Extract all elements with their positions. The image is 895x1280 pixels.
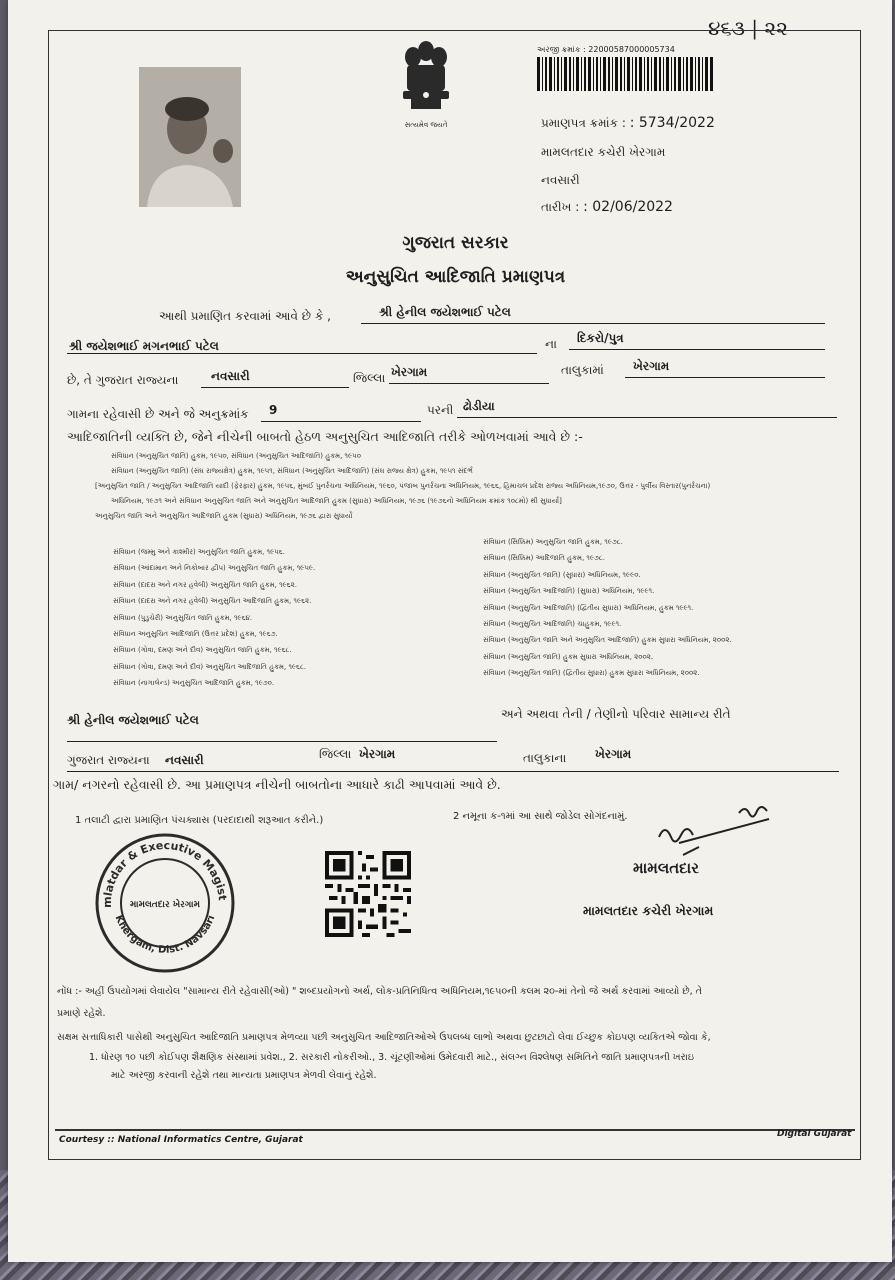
note-line: માટે અરજી કરવાની રહેશે તથા માન્યતા પ્રમાણપત્ર મેળવી લેવાનું રહેશે. [111, 1070, 377, 1081]
residence-family-text: અને અથવા તેની / તેણીનો પરિવાર સામાન્ય રીતે [501, 707, 731, 721]
recognized-text: આદિજાતિની વ્યક્તિ છે, જેને નીચેની બાબતો હેઠળ અનુસુચિત આદિજાતિ તરીકે ઓળખવામાં આવે છે :- [67, 429, 583, 444]
national-emblem [391, 37, 461, 130]
seal-inner-text: મામલતદાર ખેરગામ [130, 900, 200, 910]
barcode-caption: અરજી ક્રમાંક : 22000587000005734 [537, 45, 675, 54]
certificate-number-value: : 5734/2022 [629, 115, 715, 131]
issuing-district: નવસારી [541, 173, 580, 187]
residence-state-prefix: ગુજરાત રાજ્યના [67, 753, 150, 767]
signature-icon [639, 803, 819, 863]
fine-print-left-item: સંવિધાન (જમ્મુ અને કાશ્મીર) અનુસુચિત જાતિ હુકમ, ૧૯૫૬. [113, 548, 285, 556]
fine-print-right-column [483, 537, 853, 685]
note-list [89, 1049, 849, 1085]
residence-jilla-value: ખેરગામ [359, 747, 396, 761]
residence-taluka-label: તાલુકાના [523, 751, 567, 765]
taluka-suffix: તાલુકામાં [561, 363, 604, 377]
footer-courtesy: Courtesy :: National Informatics Centre, Gujarat [59, 1135, 303, 1145]
certificate-title: અનુસુચિત આદિજાતિ પ્રમાણપત્ર [345, 267, 566, 287]
footer-rule [55, 1129, 855, 1131]
svg-text:Khergam, Dist. Navsari [113, 914, 218, 956]
certificate-number-label: પ્રમાણપત્ર ક્રમાંક : [541, 116, 626, 130]
fine-print-right-item: સંવિધાન (અનુસુચિત જાતિ) હુકમ સુધારા અધિનિયમ, ૨૦૦૨. [483, 652, 654, 661]
signatory-office: મામલતદાર કચેરી ખેરગામ [583, 903, 714, 918]
fine-print-right-item: સંવિધાન (સિક્કિમ) આદિજાતિ હુકમ, ૧૯૭૮. [483, 554, 605, 563]
taluka-line [389, 383, 549, 384]
fine-print-left-item: સંવિધાન (નાગાલેન્ડ) અનુસુચિત આદિજાતિ હુકમ, ૧૯૭૦. [113, 679, 275, 688]
relation-value: દિકરો/પુત્ર [577, 331, 624, 345]
state-prefix: છે, તે ગુજરાત રાજ્યના [67, 373, 179, 387]
fine-print-right-item: સંવિધાન (અનુસુચિત જાતિ) (દ્વિતીય સુધારા) હુકમ સુધારા અધિનિયમ, ૨૦૦૨. [483, 669, 700, 678]
fine-print-left-column [113, 547, 473, 695]
certificate-date-value: : 02/06/2022 [583, 199, 673, 215]
fine-print-left-item: સંવિધાન (ગોવા, દમણ અને દીવ) અનુસુચિત આદિજાતિ હુકમ, ૧૯૬૮. [113, 662, 307, 671]
basis-item-1: 1 તલાટી દ્વારા પ્રમાણિત પંચક્યાસ (પરદાદાથી શરૂઆત કરીને.) [75, 815, 324, 826]
certify-prefix: આથી પ્રમાણિત કરવામાં આવે છે કે , [159, 309, 331, 323]
seal-ring-top: mlatdar & Executive Magist [100, 838, 229, 908]
fine-print-line: સંવિધાન (અનુસુચિત જાતિ) હુકમ, ૧૯૫૦, સંવિધાન (અનુસુચિત આદિજાતિ) હુકમ, ૧૯૫૦ [111, 452, 361, 460]
fine-print-right-item: સંવિધાન (અનુસુચિત જાતિ અને અનુસુચિત આદિજાતિ) હુકમ સુધારા અધિનિયમ, ૨૦૦૨. [483, 636, 732, 645]
na-label: ના [545, 337, 557, 351]
barcode-icon [537, 57, 713, 91]
serial-value: 9 [269, 403, 278, 417]
certificate-frame [48, 30, 861, 1160]
person-icon [139, 67, 241, 207]
fine-print-left-item: સંવિધાન (આંદામાન અને નિકોબાર દ્વીપ) અનુસુચિત જાતિ હુકમ, ૧૯૫૯. [113, 564, 316, 573]
taluka-value-2: ખેરગામ [633, 359, 670, 373]
taluka2-line [625, 377, 825, 378]
note-block [57, 981, 857, 1049]
holder-name: શ્રી હેનીલ જયેશભાઈ પટેલ [379, 305, 511, 319]
residence-line [67, 771, 839, 772]
basis-item-2: 2 નમૂના ક-૧માં આ સાથે જોડેલ સોગંદનામું. [453, 811, 628, 822]
father-name: શ્રી જયેશભાઈ મગનભાઈ પટેલ [69, 339, 219, 353]
ashoka-emblem-icon [397, 37, 455, 117]
fine-print-left-item: સંવિધાન (દાદરા અને નગર હવેલી) અનુસુચિત જાતિ હુકમ, ૧૯૬૨. [113, 580, 297, 589]
note-line: 1. ધોરણ ૧૦ પછી કોઈપણ શૈક્ષણિક સંસ્થામાં પ્રવેશ., 2. સરકારી નોકરીઓ., 3. ચૂંટણીઓમાં ઉમેદવારી માટે., સંલગ્ન વિશ્લેષણ સમિતિને જાતિ પ્રમાણપત્રની ખરાઇ [89, 1052, 694, 1063]
certificate-paper [8, 0, 892, 1262]
qr-code [325, 851, 411, 937]
footer-digital-gujarat: Digital Gujarat [777, 1129, 852, 1139]
certificate-number [541, 115, 715, 131]
fine-print-right-item: સંવિધાન (અનુસુચિત આદિજાતિ) (દ્વિતીય સુધારા) અધિનિયમ, હુકમ ૧૯૯૧. [483, 603, 694, 612]
serial-line [261, 421, 421, 422]
fine-print-left-item: સંવિધાન અનુસુચિત આદિજાતિ (ઉત્તર પ્રદેશ) હુકમ, ૧૯૬૭. [113, 629, 278, 638]
tribe-value: ઢોડીયા [463, 399, 495, 413]
jilla-label: જિલ્લા [353, 371, 386, 385]
fine-print-left-item: સંવિધાન (ગોવા, દમણ અને દીવ) અનુસુચિત જાતિ હુકમ, ૧૯૬૮. [113, 646, 292, 655]
note-line: નોંધ :- અહીં ઉપયોગમાં લેવાયેલ "સામાન્ય રીતે રહેવાસી(ઓ) " શબ્દપ્રયોગનો અર્થ, લોક-પ્રતિનિધિત્વ અધિનિયમ,૧૯૫૦ની કલમ ૨૦-માં તેનો જે અર્થ કરવામાં આવ્યો છે, તે [57, 986, 702, 997]
signature-scribble [639, 803, 819, 863]
holder-name-line [361, 323, 825, 324]
certificate-date [541, 199, 673, 215]
issuing-office: મામલતદાર કચેરી ખેરગામ [541, 145, 666, 159]
official-seal [93, 831, 237, 975]
residence-name: શ્રી હેનીલ જયેશભાઈ પટેલ [67, 713, 199, 727]
fine-print-line: [અનુસુચિત જાતિ / અનુસુચિત આદિજાતિ યાદી (ફેરફાર) હુકમ, ૧૯૫૬, મુંબઈ પુનર્રચના અધિનિયમ, ૧૯૬૦, પંજાબ પુનર્રચના અધિનિયમ, ૧૯૬૬, હિમાચલ પ્રદેશ રાજ્ય અધિનિયમ,૧૯૭૦, ઉત્તર - પુર્વીય વિસ્તાર(પુનર્રચના) [95, 482, 711, 490]
tribe-line [457, 417, 837, 418]
taluka-value: ખેરગામ [391, 365, 428, 379]
emblem-caption: સત્યમેવ જયતે [404, 121, 448, 129]
fine-print-left-item: સંવિધાન (પુડુચેરી) અનુસુચિત જાતિ હુકમ, ૧૯૬૪. [113, 613, 253, 622]
residence-village-text: ગામ/ નગરનો રહેવાસી છે. આ પ્રમાણપત્ર નીચેની બાબતોના આધારે કાઢી આપવામાં આવે છે. [53, 777, 501, 792]
district-value: નવસારી [211, 369, 250, 383]
government-heading: ગુજરાત સરકાર [402, 233, 509, 253]
fine-print-right-item: સંવિધાન (અનુસુચિત આદિજાતિ) (સુધારા) અધિનિયમ, ૧૯૯૧. [483, 587, 655, 596]
parni-label: પરની [427, 403, 454, 417]
residence-taluka-value: ખેરગામ [595, 747, 632, 761]
fine-print-right-item: સંવિધાન (અનુસુચિત આદિજાતિ) ચાહુકમ, ૧૯૯૧. [483, 619, 622, 628]
barcode-block [537, 45, 727, 95]
applicant-photo [139, 67, 241, 207]
fine-print-left-item: સંવિધાન (દાદરા અને નગર હવેલી) અનુસુચિત આદિજાતિ હુકમ, ૧૯૬૨. [113, 597, 312, 606]
fine-print-line: અધિનિયમ, ૧૯૭૧ અને સંવિધાન અનુસુચિત જાતિ અને અનુસુચિત આદિજાતિ હુકમ (સુધારા) અધિનિયમ, ૧૯૭૬ (૧૯૭૬નો અધિનિયમ ક્રમાંક ૧૦૮મો) થી સુધાર્યા] [111, 497, 562, 505]
seal-ring-bottom: Khergam, Dist. Navsari [112, 913, 218, 956]
fine-print-line: અનુસુચિત જાતિ અને અનુસુચિત આદિજાતિ હુકમ (સુધારા) અધિનિયમ, ૧૯૭૬ દ્વારા સુધાર્યો [95, 512, 353, 520]
fine-print-right-item: સંવિધાન (સિક્કિમ) અનુસુચિત જાતિ હુકમ, ૧૯૭૮. [483, 538, 623, 546]
village-prefix: ગામના રહેવાસી છે અને જે અનુક્રમાંક [67, 407, 249, 421]
residence-name-line [67, 741, 497, 742]
relation-line [569, 349, 825, 350]
certificate-date-label: તારીખ : [541, 200, 580, 214]
fine-print-line: સંવિધાન (અનુસુચિત જાતિ) (સંઘ રાજ્યક્ષેત્ર) હુકમ, ૧૯૫૧, સંવિધાન (અનુસુચિત આદિજાતિ) (સંઘ રાજ્ય ક્ષેત્ર) હુકમ, ૧૯૫૧ સંદર્ભ [111, 467, 473, 475]
district-line [201, 387, 349, 388]
fine-print-right-item: સંવિધાન (અનુસુચિત જાતિ) (સુધારા) અધિનિયમ, ૧૯૯૦. [483, 570, 641, 579]
note-line: સક્ષમ સત્તાધિકારી પાસેથી અનુસુચિત આદિજાતિ પ્રમાણપત્ર મેળવ્યા પછી અનુસુચિત આદિજાતિઓએ ઉપલબ્ધ લાભો અથવા છુટછાટો લેવા ઈચ્છુક કોઇપણ વ્યકિતએ જોવા કે, [57, 1032, 711, 1043]
qr-code-icon [325, 851, 411, 937]
handwritten-reference: ૪૬૩ | ૨૨ [708, 16, 788, 40]
seal-icon [93, 831, 237, 975]
signatory-title: મામલતદાર [633, 859, 699, 877]
residence-jilla-label: જિલ્લા [319, 747, 352, 761]
residence-district: નવસારી [165, 753, 204, 767]
note-line: પ્રમાણે રહેશે. [57, 1008, 106, 1019]
fine-print-top [95, 451, 835, 521]
